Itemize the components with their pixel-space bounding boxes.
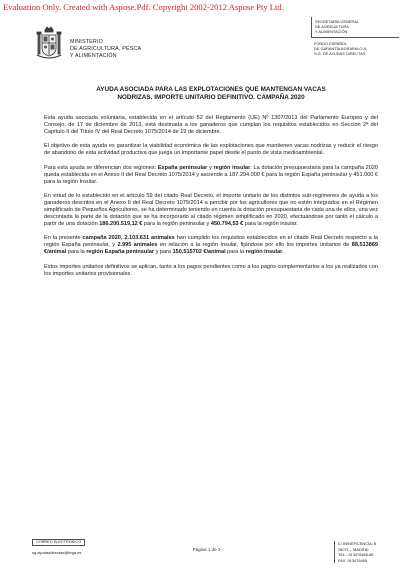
bold-run: región España peninsular [86,249,155,256]
address-line: C/ BENEFICENCIA, 8 [338,541,377,546]
bold-run: región insular [245,249,283,256]
address-line: 28071 – MADRID [338,546,369,552]
text-run: para la región insular. [243,221,298,228]
footer-address [334,541,376,563]
fund-box [311,38,399,57]
bold-run: campaña 2020, 2.103.631 animales [82,235,175,242]
paragraph-application: Estos importes unitarios definitivos se aplican, tanto a los pagos pendientes como a los pagos complementarios a los ya realizados con los importes unitarios provisionales. [44,263,378,277]
text-run: Para esta ayuda se diferencian dos regiones: [44,164,158,171]
email-address: sg.ayudasdirectas@fega.es [32,550,82,555]
text-run: para la [66,249,87,256]
text-run: para la región peninsular y [142,221,211,228]
document-title [44,86,378,102]
title-line: AYUDA ASOCIADA PARA LAS EXPLOTACIONES QUE MANTENGAN VACAS [96,86,326,93]
bold-run: 450.794,53 € [210,221,244,228]
title-line: NODRIZAS. IMPORTE UNITARIO DEFINITIVO. CAMPAÑA 2020 [117,94,305,102]
text-run: . La dotación presupuestaria para la campaña 2020 queda establecida en el Anexo II del Real Decreto 1075/2014 y asciende a 187.294.000 € para la región España peninsular y 451.000 € para la región Insular. [44,164,379,185]
document-body [44,115,378,278]
bold-run: 88,513869 €/animal [44,242,378,256]
bold-run: 150,515702 €/animal [172,249,226,256]
secretariat-line: SECRETARÍA GENERAL [315,19,360,24]
text-run: han cumplido los requisitos establecidos en el citado Real Decreto respecto a la región España peninsular, y [44,235,379,249]
paragraph-objective: El objetivo de esta ayuda es garantizar la viabilidad económica de las explotaciones que mantienen vacas nodrizas y reducir el riesgo de abandono de esta actividad productiva que juega un importante papel desde el punto de vista medioambiental. [44,143,378,157]
email-label: CORREO ELECTRÓNICO [32,539,85,546]
text-run: . [282,249,284,256]
paragraph-calculation [44,193,378,228]
evaluation-watermark: Evaluation Only. Created with Aspose.Pdf. Copyright 2002-2012 Aspose Pty Ltd. [3,2,284,12]
text-run: En virtud de lo establecido en el artículo 59 del citado Real Decreto, el importe unitario de los distintos sub-regímenes de ayuda a los ganaderos descritos en el Anexo II del Real Decreto 1075/2014 a percibir por los agricultores que no estén integrados en el Régimen simplificado de Pequeños Agricultores, se ha determinado teniendo en cuenta la dotación presupuestaria de cada una de ellos, una vez descontada la parte de la dotación que se ha incorporado al citado régimen simplificado en 2020, efectuándose por tanto el cálculo a partir de una dotación [44,193,378,228]
ministry-line: MINISTERIO [70,39,103,45]
paragraph-unit-amounts [44,235,378,256]
paragraph-regions-budget [44,165,378,186]
bold-run: 2.995 animales [117,242,158,249]
text-run: En la presente [44,235,83,242]
secretariat-line: Y ALIMENTACIÓN [315,29,348,35]
bold-run: España peninsular [157,164,208,171]
bold-run: 186.200.519,12 € [99,221,143,228]
fund-line: FONDO ESPAÑOL [314,40,348,46]
fund-line: DE GARANTÍA AGRARIA O.A. [314,45,368,51]
bold-run: región insular [213,164,251,171]
page-number: Página 1 de 2 [192,547,221,552]
address-line: FAX: 913476465 [338,557,367,563]
text-run: en relación a la región Insular, fijándose por ello los importes unitarios de [157,242,352,249]
coat-of-arms-icon [36,26,62,62]
secretariat-line: DE AGRICULTURA [315,24,349,30]
ministry-name [70,39,141,61]
secretariat-box [311,17,399,38]
text-run: y para [154,249,173,256]
paragraph-legal-basis: Esta ayuda asociada voluntaria, establecida en el artículo 52 del Reglamento (UE) Nº 1307/2013 del Parlamento Europeo y del Consejo, de 17 de diciembre de 2013, está destinada a los ganaderos que cumplan los requisitos establecidos en Sección 2ª del Capítulo II del Título IV del Real Decreto 1075/2014 de 19 de diciembre. [44,115,378,136]
text-run: para la [225,249,246,256]
fund-line: S.G. DE AYUDAS DIRECTAS [314,51,366,57]
ministry-line: Y ALIMENTACIÓN [70,53,117,60]
address-line: TEL.: 913476466-68 [338,552,374,558]
text-run: y [207,164,214,171]
issuing-unit-box [311,17,399,65]
ministry-line: DE AGRICULTURA, PESCA [70,46,142,53]
